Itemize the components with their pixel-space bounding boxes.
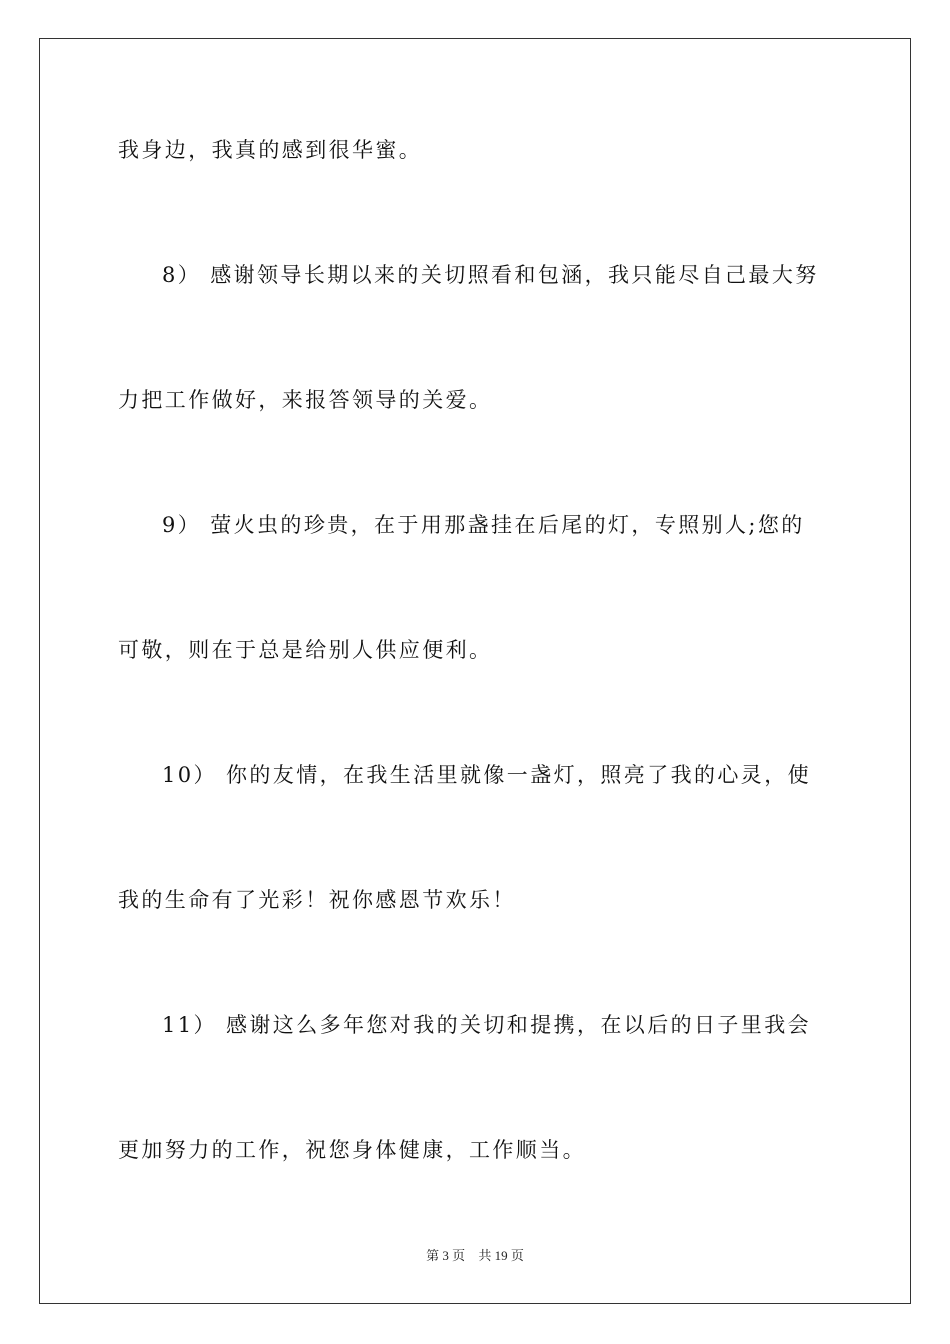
page-number-total: 共 19 页 bbox=[478, 1248, 524, 1263]
body-line-7: 我的生命有了光彩！祝你感恩节欢乐！ bbox=[118, 888, 516, 912]
body-line-9: 更加努力的工作，祝您身体健康，工作顺当。 bbox=[118, 1138, 586, 1162]
body-line-4: 9） 萤火虫的珍贵，在于用那盏挂在后尾的灯，专照别人;您的 bbox=[162, 513, 805, 537]
body-line-1: 我身边，我真的感到很华蜜。 bbox=[118, 138, 423, 162]
page-border bbox=[39, 38, 911, 1304]
body-line-3: 力把工作做好，来报答领导的关爱。 bbox=[118, 388, 493, 412]
page-number-current: 第 3 页 bbox=[426, 1248, 466, 1263]
body-line-8: 11） 感谢这么多年您对我的关切和提携，在以后的日子里我会 bbox=[162, 1013, 811, 1037]
body-line-6: 10） 你的友情，在我生活里就像一盏灯，照亮了我的心灵，使 bbox=[162, 763, 811, 787]
body-line-2: 8） 感谢领导长期以来的关切照看和包涵，我只能尽自己最大努 bbox=[162, 263, 819, 287]
body-line-5: 可敬，则在于总是给别人供应便利。 bbox=[118, 638, 493, 662]
page-footer bbox=[0, 1248, 950, 1264]
